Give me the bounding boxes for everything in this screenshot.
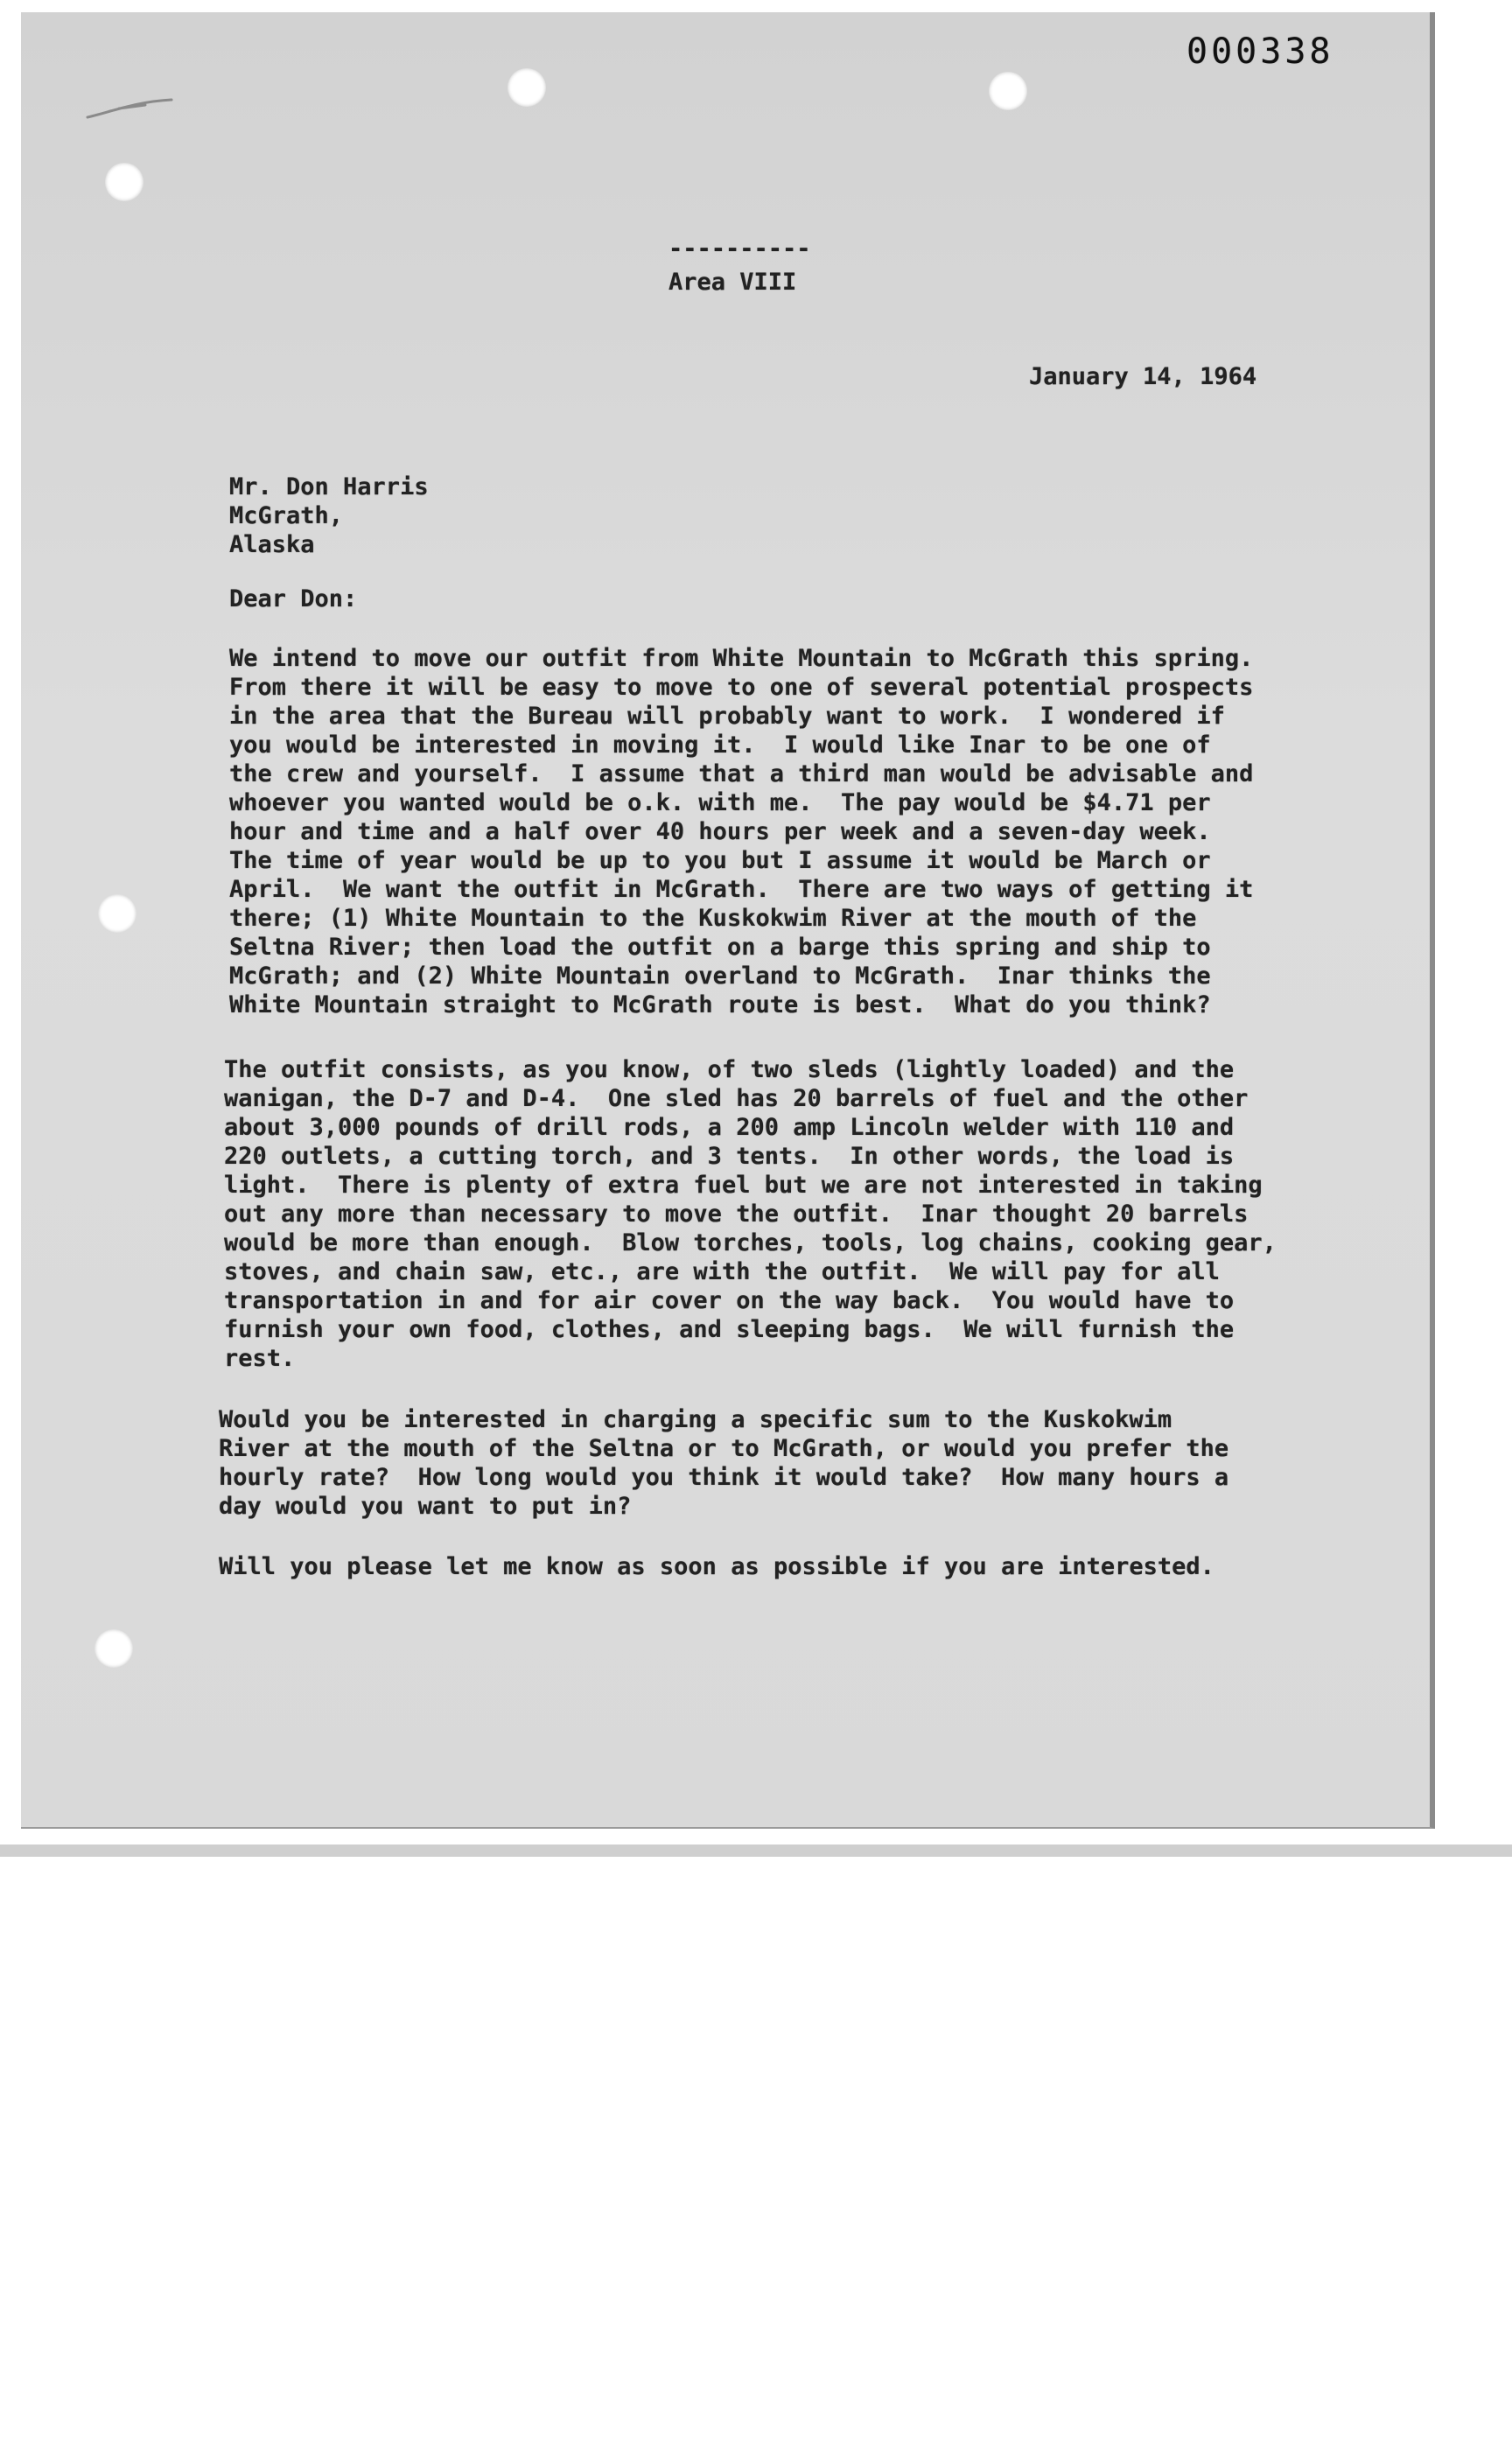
punch-hole-left-1	[105, 163, 144, 201]
punch-hole-left-3	[94, 1629, 133, 1668]
header-rule: ----------	[668, 235, 811, 262]
document-number: 000338	[1186, 32, 1334, 72]
letter-date: January 14, 1964	[1029, 363, 1257, 390]
pencil-mark	[84, 96, 189, 122]
body-paragraph-3: Would you be interested in charging a specific sum to the Kuskokwim River at the mouth of the Seltna or to McGrath, or would you prefer the hourly rate? How long would you think it would take? How many hours a day would you want to put in?	[219, 1406, 1229, 1520]
body-paragraph-1: We intend to move our outfit from White Mountain to McGrath this spring. From there it will be easy to move to one of several potential prospects in the area that the Bureau will probably want to work. I wondered if you would be interested in moving it. I would like Inar to be one of the crew and yourself. I assume that a third man would be advisable and whoever you wanted would be o.k. with me. The pay would be $4.71 per hour and time and a half over 40 hours per week and a seven-day week. The time of year would be up to you but I assume it would be March or April. We want the outfit in McGrath. There are two ways of getting it there; (1) White Mountain to the Kuskokwim River at the mouth of the Seltna River; then load the outfit on a barge this spring and ship to McGrath; and (2) White Mountain overland to McGrath. Inar thinks the White Mountain straight to McGrath route is best. What do you think?	[229, 645, 1254, 1018]
page-bottom-edge	[0, 1844, 1512, 1857]
punch-hole-top-1	[508, 68, 546, 107]
punch-hole-left-2	[98, 894, 136, 933]
punch-hole-top-2	[989, 72, 1027, 110]
recipient-address: Mr. Don Harris McGrath, Alaska	[229, 473, 429, 558]
body-paragraph-2: The outfit consists, as you know, of two sleds (lightly loaded) and the wanigan, the D-7 and D-4. One sled has 20 barrels of fuel and the other about 3,000 pounds of drill rods, a 200 amp Lincoln welder with 110 and 220 outlets, a cutting torch, and 3 tents. In other words, the load is light. There is plenty of extra fuel but we are not interested in taking out any more than necessary to move the outfit. Inar thought 20 barrels would be more than enough. Blow torches, tools, log chains, cooking gear, stoves, and chain saw, etc., are with the outfit. We will pay for all transportation in and for air cover on the way back. You would have to furnish your own food, clothes, and sleeping bags. We will furnish the rest.	[224, 1056, 1277, 1372]
area-heading: Area VIII	[668, 269, 797, 296]
body-paragraph-4: Will you please let me know as soon as possible if you are interested.	[219, 1553, 1214, 1580]
salutation: Dear Don:	[229, 585, 358, 612]
